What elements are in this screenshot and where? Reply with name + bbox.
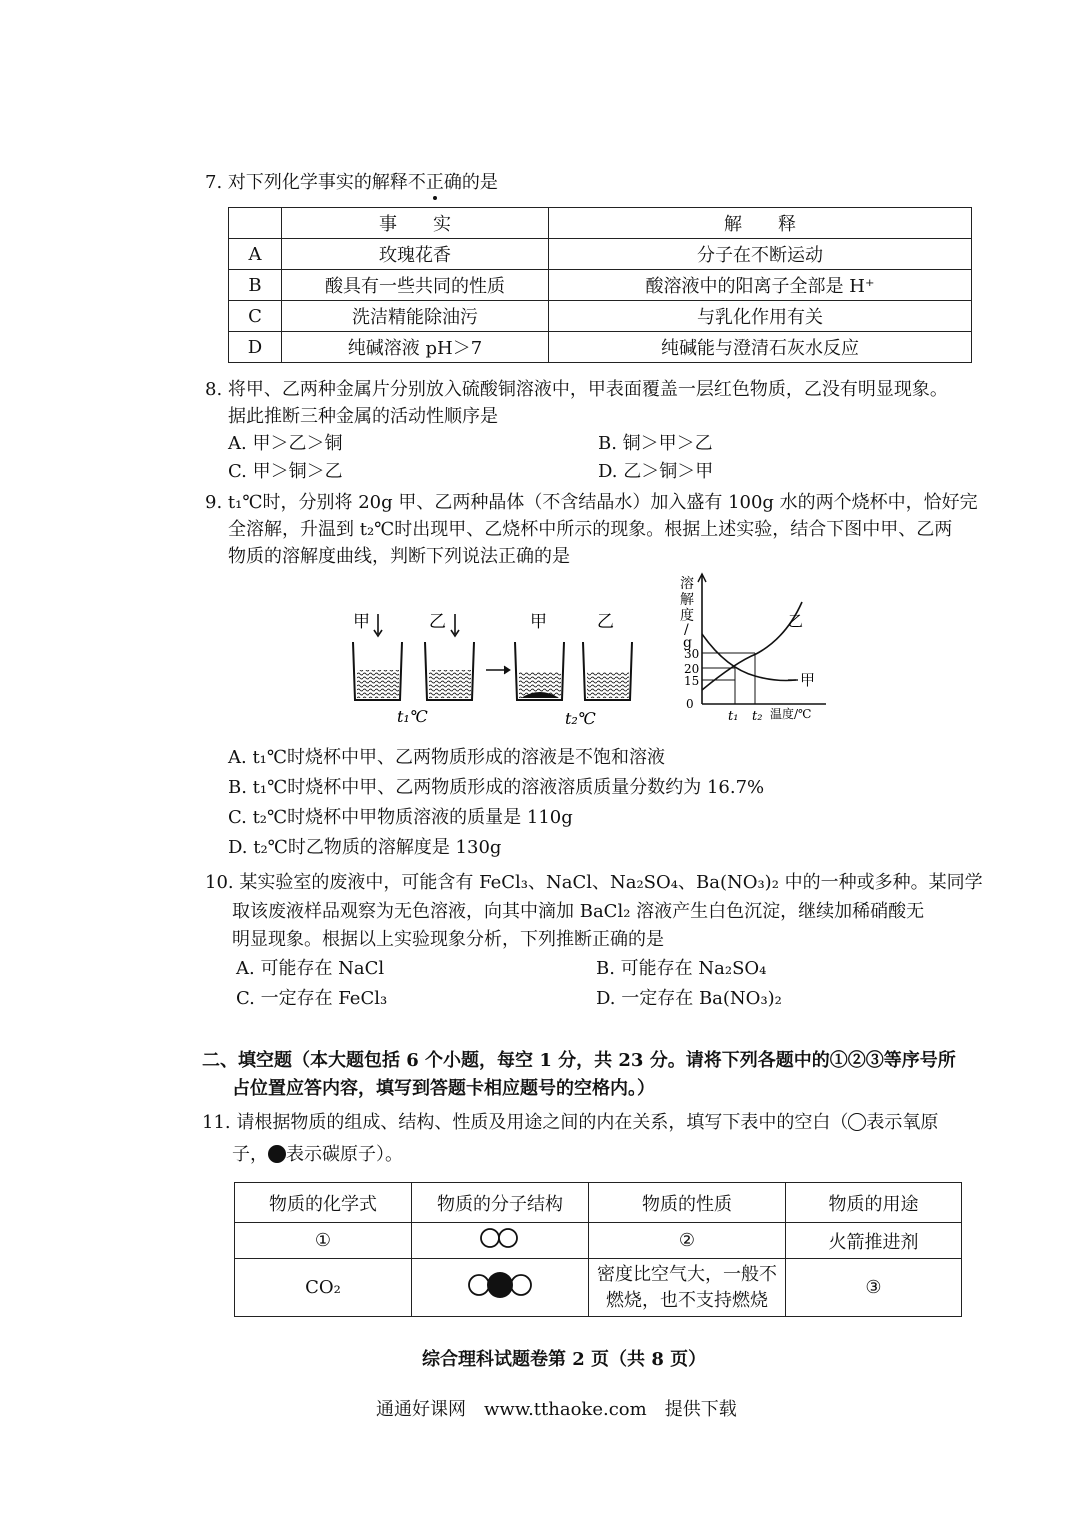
svg-text:15: 15 bbox=[684, 674, 700, 688]
q9-line2: 全溶解，升温到 t₂℃时出现甲、乙烧杯中所示的现象。根据上述实验，结合下图中甲、乙两 bbox=[228, 519, 953, 540]
q9-option-d: D. t₂℃时乙物质的溶解度是 130g bbox=[228, 837, 502, 858]
formula-cell: ① bbox=[235, 1223, 412, 1259]
arrow-icon bbox=[486, 666, 510, 674]
q10-option-d: D. 一定存在 Ba(NO₃)₂ bbox=[596, 988, 782, 1009]
fact-cell: 纯碱溶液 pH＞7 bbox=[282, 332, 549, 363]
page-footer: 综合理科试题卷第 2 页（共 8 页） bbox=[422, 1349, 707, 1370]
explain-cell: 与乳化作用有关 bbox=[549, 301, 972, 332]
svg-text:/: / bbox=[684, 622, 689, 638]
q7-emphasis: 不正确 bbox=[407, 172, 462, 193]
oxygen-atom-icon bbox=[848, 1113, 866, 1131]
svg-text:解: 解 bbox=[680, 592, 694, 608]
q8-line2: 据此推断三种金属的活动性顺序是 bbox=[228, 406, 498, 427]
svg-text:溶: 溶 bbox=[680, 576, 694, 592]
header-cell: 物质的用途 bbox=[786, 1183, 962, 1223]
o2-molecule-icon bbox=[475, 1226, 525, 1250]
carbon-atom-icon bbox=[268, 1145, 286, 1163]
curve-yi bbox=[702, 602, 802, 690]
beaker-yi-t1 bbox=[425, 612, 474, 700]
q8-option-a: A. 甲＞乙＞铜 bbox=[228, 433, 343, 454]
solubility-graph bbox=[676, 572, 832, 728]
q10-line2: 取该废液样品观察为无色溶液，向其中滴加 BaCl₂ 溶液产生白色沉淀，继续加稀硝酸无 bbox=[232, 901, 925, 922]
svg-text:0: 0 bbox=[686, 697, 694, 711]
q8-line1: 8. 将甲、乙两种金属片分别放入硫酸铜溶液中，甲表面覆盖一层红色物质，乙没有明显现象。 bbox=[205, 379, 948, 400]
q9-line1: 9. t₁℃时，分别将 20g 甲、乙两种晶体（不含结晶水）加入盛有 100g 水的两个烧杯中，恰好完 bbox=[205, 492, 978, 513]
co2-molecule-icon bbox=[462, 1270, 538, 1300]
curve-label-jia: 甲 bbox=[800, 671, 816, 689]
x-tick-t1: t₁ bbox=[728, 709, 739, 724]
x-axis-label: 温度/℃ bbox=[770, 707, 812, 721]
beaker-yi-t2 bbox=[583, 612, 632, 700]
option-cell: B bbox=[229, 270, 282, 301]
q8-option-d: D. 乙＞铜＞甲 bbox=[598, 461, 714, 482]
beaker-label-yi: 乙 bbox=[429, 612, 446, 632]
q9-option-b: B. t₁℃时烧杯中甲、乙两物质形成的溶液溶质质量分数约为 16.7% bbox=[228, 777, 765, 798]
x-tick-t2: t₂ bbox=[752, 709, 763, 724]
temp-label-t2: t₂℃ bbox=[565, 709, 596, 728]
q9-option-c: C. t₂℃时烧杯中甲物质溶液的质量是 110g bbox=[228, 807, 573, 828]
beaker-label-jia: 甲 bbox=[353, 612, 370, 632]
svg-text:30: 30 bbox=[684, 647, 700, 661]
header-cell-explain: 解 释 bbox=[549, 208, 972, 239]
explain-cell: 分子在不断运动 bbox=[549, 239, 972, 270]
header-cell-empty bbox=[229, 208, 282, 239]
structure-cell bbox=[412, 1259, 589, 1317]
q7-table bbox=[228, 207, 972, 363]
q10-option-b: B. 可能存在 Na₂SO₄ bbox=[596, 958, 767, 979]
q9-line3: 物质的溶解度曲线，判断下列说法正确的是 bbox=[228, 546, 570, 567]
property-cell: ② bbox=[589, 1223, 786, 1259]
graph-ylabel bbox=[680, 575, 694, 651]
option-cell: A bbox=[229, 239, 282, 270]
property-cell: 密度比空气大，一般不 燃烧，也不支持燃烧 bbox=[589, 1259, 786, 1317]
option-cell: D bbox=[229, 332, 282, 363]
watermark: 通通好课网 www.tthaoke.com 提供下载 bbox=[376, 1399, 737, 1420]
table-row bbox=[229, 239, 972, 270]
beaker-label-jia-2: 甲 bbox=[530, 612, 547, 632]
q10-line1: 10. 某实验室的废液中，可能含有 FeCl₃、NaCl、Na₂SO₄、Ba(NO₃)₂ 中的一种或多种。某同学 bbox=[205, 872, 983, 893]
y-ticks bbox=[684, 647, 699, 711]
table-row bbox=[229, 301, 972, 332]
explain-cell: 纯碱能与澄清石灰水反应 bbox=[549, 332, 972, 363]
q11-line2: 子， 表示碳原子）。 bbox=[232, 1144, 403, 1165]
q7-stem: 7. 对下列化学事实的解释不正确的是 bbox=[205, 172, 498, 193]
fact-cell: 玫瑰花香 bbox=[282, 239, 549, 270]
svg-text:度: 度 bbox=[680, 608, 694, 624]
q11-table bbox=[234, 1182, 962, 1317]
beaker-jia-t1 bbox=[353, 612, 402, 700]
explain-cell: 酸溶液中的阳离子全部是 H⁺ bbox=[549, 270, 972, 301]
table-row bbox=[235, 1223, 962, 1259]
beaker-jia-t2 bbox=[515, 612, 564, 700]
q10-option-c: C. 一定存在 FeCl₃ bbox=[236, 988, 388, 1009]
table-row bbox=[229, 208, 972, 239]
formula-cell: CO₂ bbox=[235, 1259, 412, 1317]
curve-label-yi: 乙 bbox=[788, 612, 804, 630]
beaker-label-yi-2: 乙 bbox=[597, 612, 614, 632]
svg-text:g: g bbox=[683, 635, 692, 651]
table-row bbox=[229, 332, 972, 363]
q8-option-b: B. 铜＞甲＞乙 bbox=[598, 433, 713, 454]
q11-line1: 11. 请根据物质的组成、结构、性质及用途之间的内在关系，填写下表中的空白（ 表示氧原 bbox=[202, 1112, 939, 1133]
beaker-figure bbox=[345, 600, 635, 730]
fact-cell: 酸具有一些共同的性质 bbox=[282, 270, 549, 301]
use-cell: 火箭推进剂 bbox=[786, 1223, 962, 1259]
header-cell: 物质的分子结构 bbox=[412, 1183, 589, 1223]
option-cell: C bbox=[229, 301, 282, 332]
section2-line2: 占位置应答内容，填写到答题卡相应题号的空格内。） bbox=[232, 1078, 655, 1099]
header-cell-fact: 事 实 bbox=[282, 208, 549, 239]
table-row bbox=[235, 1259, 962, 1317]
section2-line1: 二、填空题（本大题包括 6 个小题，每空 1 分，共 23 分。请将下列各题中的①②③等序号所 bbox=[202, 1050, 956, 1071]
q9-option-a: A. t₁℃时烧杯中甲、乙两物质形成的溶液是不饱和溶液 bbox=[228, 747, 666, 768]
q10-option-a: A. 可能存在 NaCl bbox=[236, 958, 385, 979]
q8-option-c: C. 甲＞铜＞乙 bbox=[228, 461, 343, 482]
table-row bbox=[229, 270, 972, 301]
fact-cell: 洗洁精能除油污 bbox=[282, 301, 549, 332]
q10-line3: 明显现象。根据以上实验现象分析，下列推断正确的是 bbox=[232, 929, 664, 950]
use-cell: ③ bbox=[786, 1259, 962, 1317]
header-cell: 物质的性质 bbox=[589, 1183, 786, 1223]
svg-text:20: 20 bbox=[684, 662, 700, 676]
table-row bbox=[235, 1183, 962, 1223]
structure-cell bbox=[412, 1223, 589, 1259]
temp-label-t1: t₁℃ bbox=[397, 707, 428, 726]
header-cell: 物质的化学式 bbox=[235, 1183, 412, 1223]
